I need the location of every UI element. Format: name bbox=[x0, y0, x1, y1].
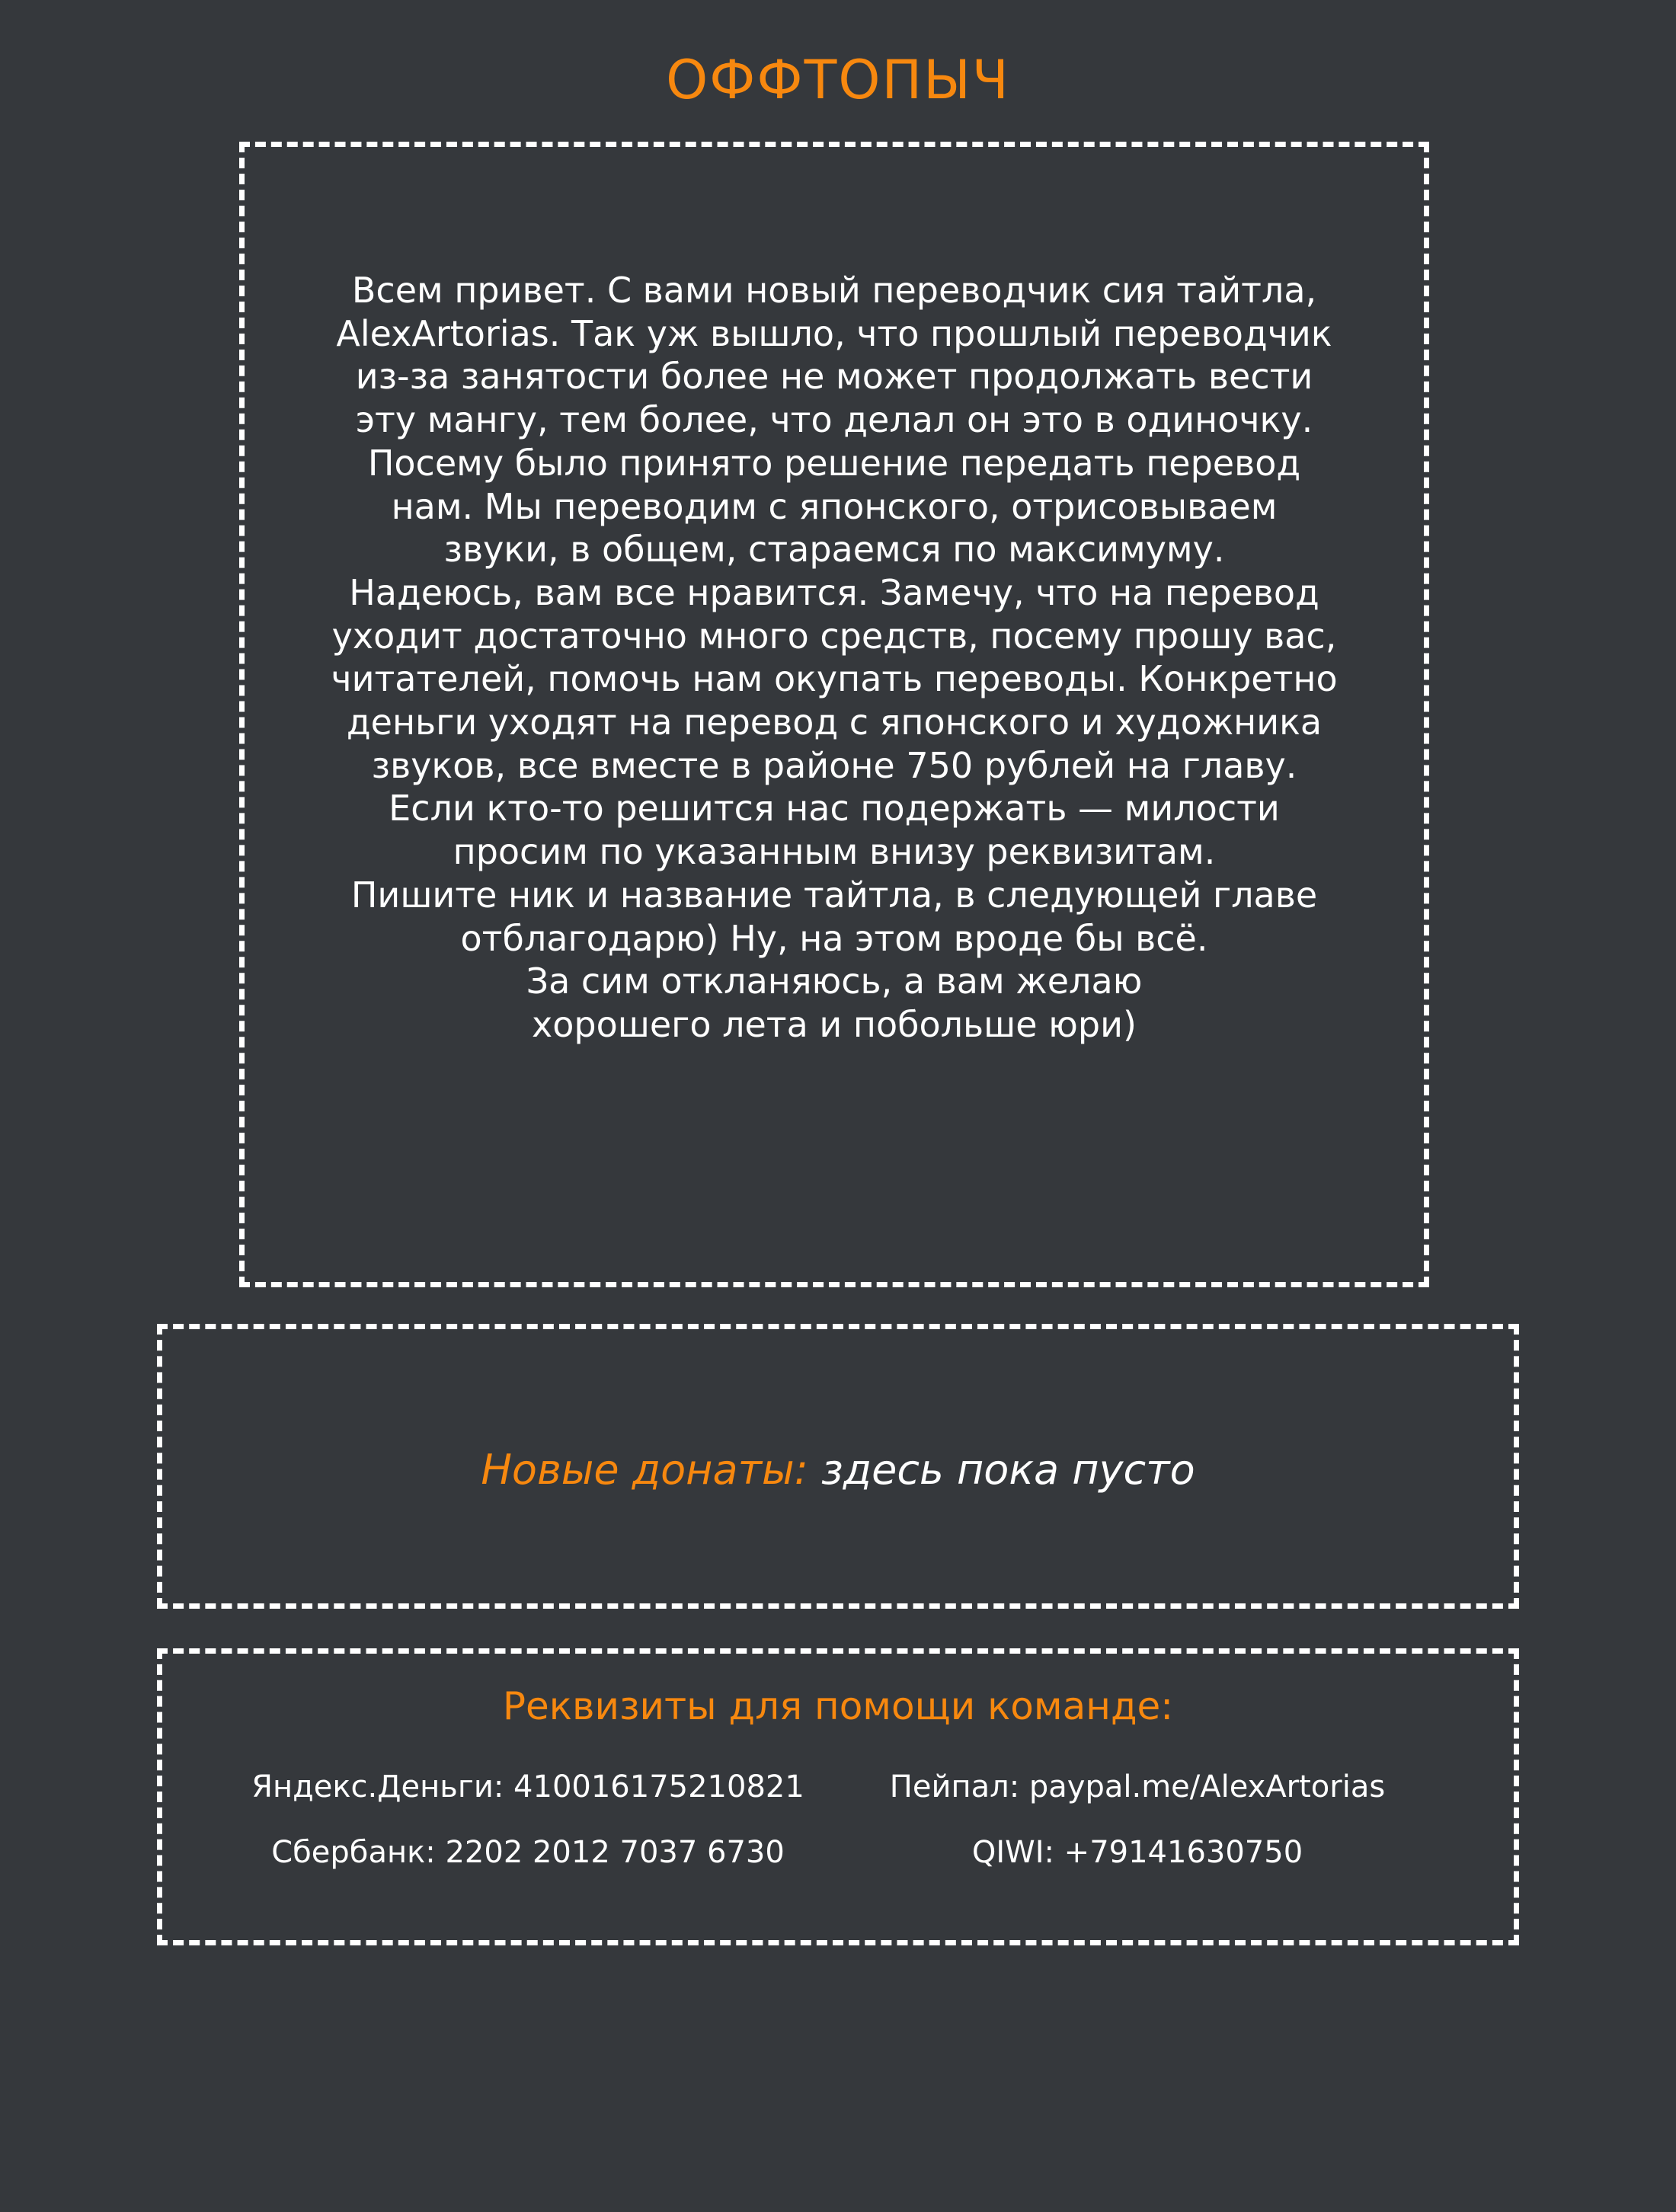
payment-box bbox=[157, 1648, 1519, 1945]
message-line: Надеюсь, вам все нравится. Замечу, что на перевод bbox=[349, 571, 1319, 613]
message-line: уходит достаточно много средств, посему прошу вас, bbox=[331, 615, 1337, 657]
payment-heading: Реквизиты для помощи команде: bbox=[502, 1684, 1174, 1728]
message-line: просим по указанным внизу реквизитам. bbox=[453, 831, 1216, 873]
donations-label: Новые донаты: bbox=[481, 1446, 808, 1494]
message-line: звуки, в общем, стараемся по максимуму. bbox=[443, 529, 1225, 571]
donations-box bbox=[157, 1324, 1519, 1609]
message-line: отблагодарю) Ну, на этом вроде бы всё. bbox=[460, 917, 1208, 959]
yandex-money-details: Яндекс.Деньги: 410016175210821 bbox=[251, 1769, 804, 1804]
message-line: эту мангу, тем более, что делал он это в одиночку. bbox=[355, 399, 1313, 441]
message-line: Всем привет. С вами новый переводчик сия тайтла, bbox=[351, 270, 1317, 311]
donations-line bbox=[162, 1443, 1514, 1497]
message-text bbox=[245, 269, 1424, 1047]
message-line: Если кто-то решится нас подержать — милости bbox=[389, 788, 1280, 830]
message-line: AlexArtorias. Так уж вышло, что прошлый переводчик bbox=[336, 312, 1332, 354]
paypal-details: Пейпал: paypal.me/AlexArtorias bbox=[889, 1769, 1386, 1804]
page-title: ОФФТОПЫЧ bbox=[666, 49, 1010, 111]
message-line: За сим откланяюсь, а вам желаю bbox=[526, 961, 1143, 1002]
message-line: из-за занятости более не может продолжать вести bbox=[355, 356, 1313, 398]
sberbank-details: Сбербанк: 2202 2012 7037 6730 bbox=[271, 1835, 785, 1870]
message-line: нам. Мы переводим с японского, отрисовываем bbox=[391, 485, 1278, 527]
message-line: деньги уходят на перевод с японского и художника bbox=[346, 702, 1323, 743]
donations-value: здесь пока пусто bbox=[821, 1446, 1195, 1494]
message-line: Посему было принято решение передать перевод bbox=[367, 442, 1301, 484]
message-line: читателей, помочь нам окупать переводы. Конкретно bbox=[331, 658, 1338, 700]
message-line: хорошего лета и побольше юри) bbox=[532, 1003, 1137, 1045]
qiwi-details: QIWI: +79141630750 bbox=[971, 1835, 1303, 1870]
message-line: звуков, все вместе в районе 750 рублей на главу. bbox=[371, 744, 1297, 786]
message-box bbox=[239, 142, 1429, 1287]
message-line: Пишите ник и название тайтла, в следующей главе bbox=[350, 874, 1318, 916]
